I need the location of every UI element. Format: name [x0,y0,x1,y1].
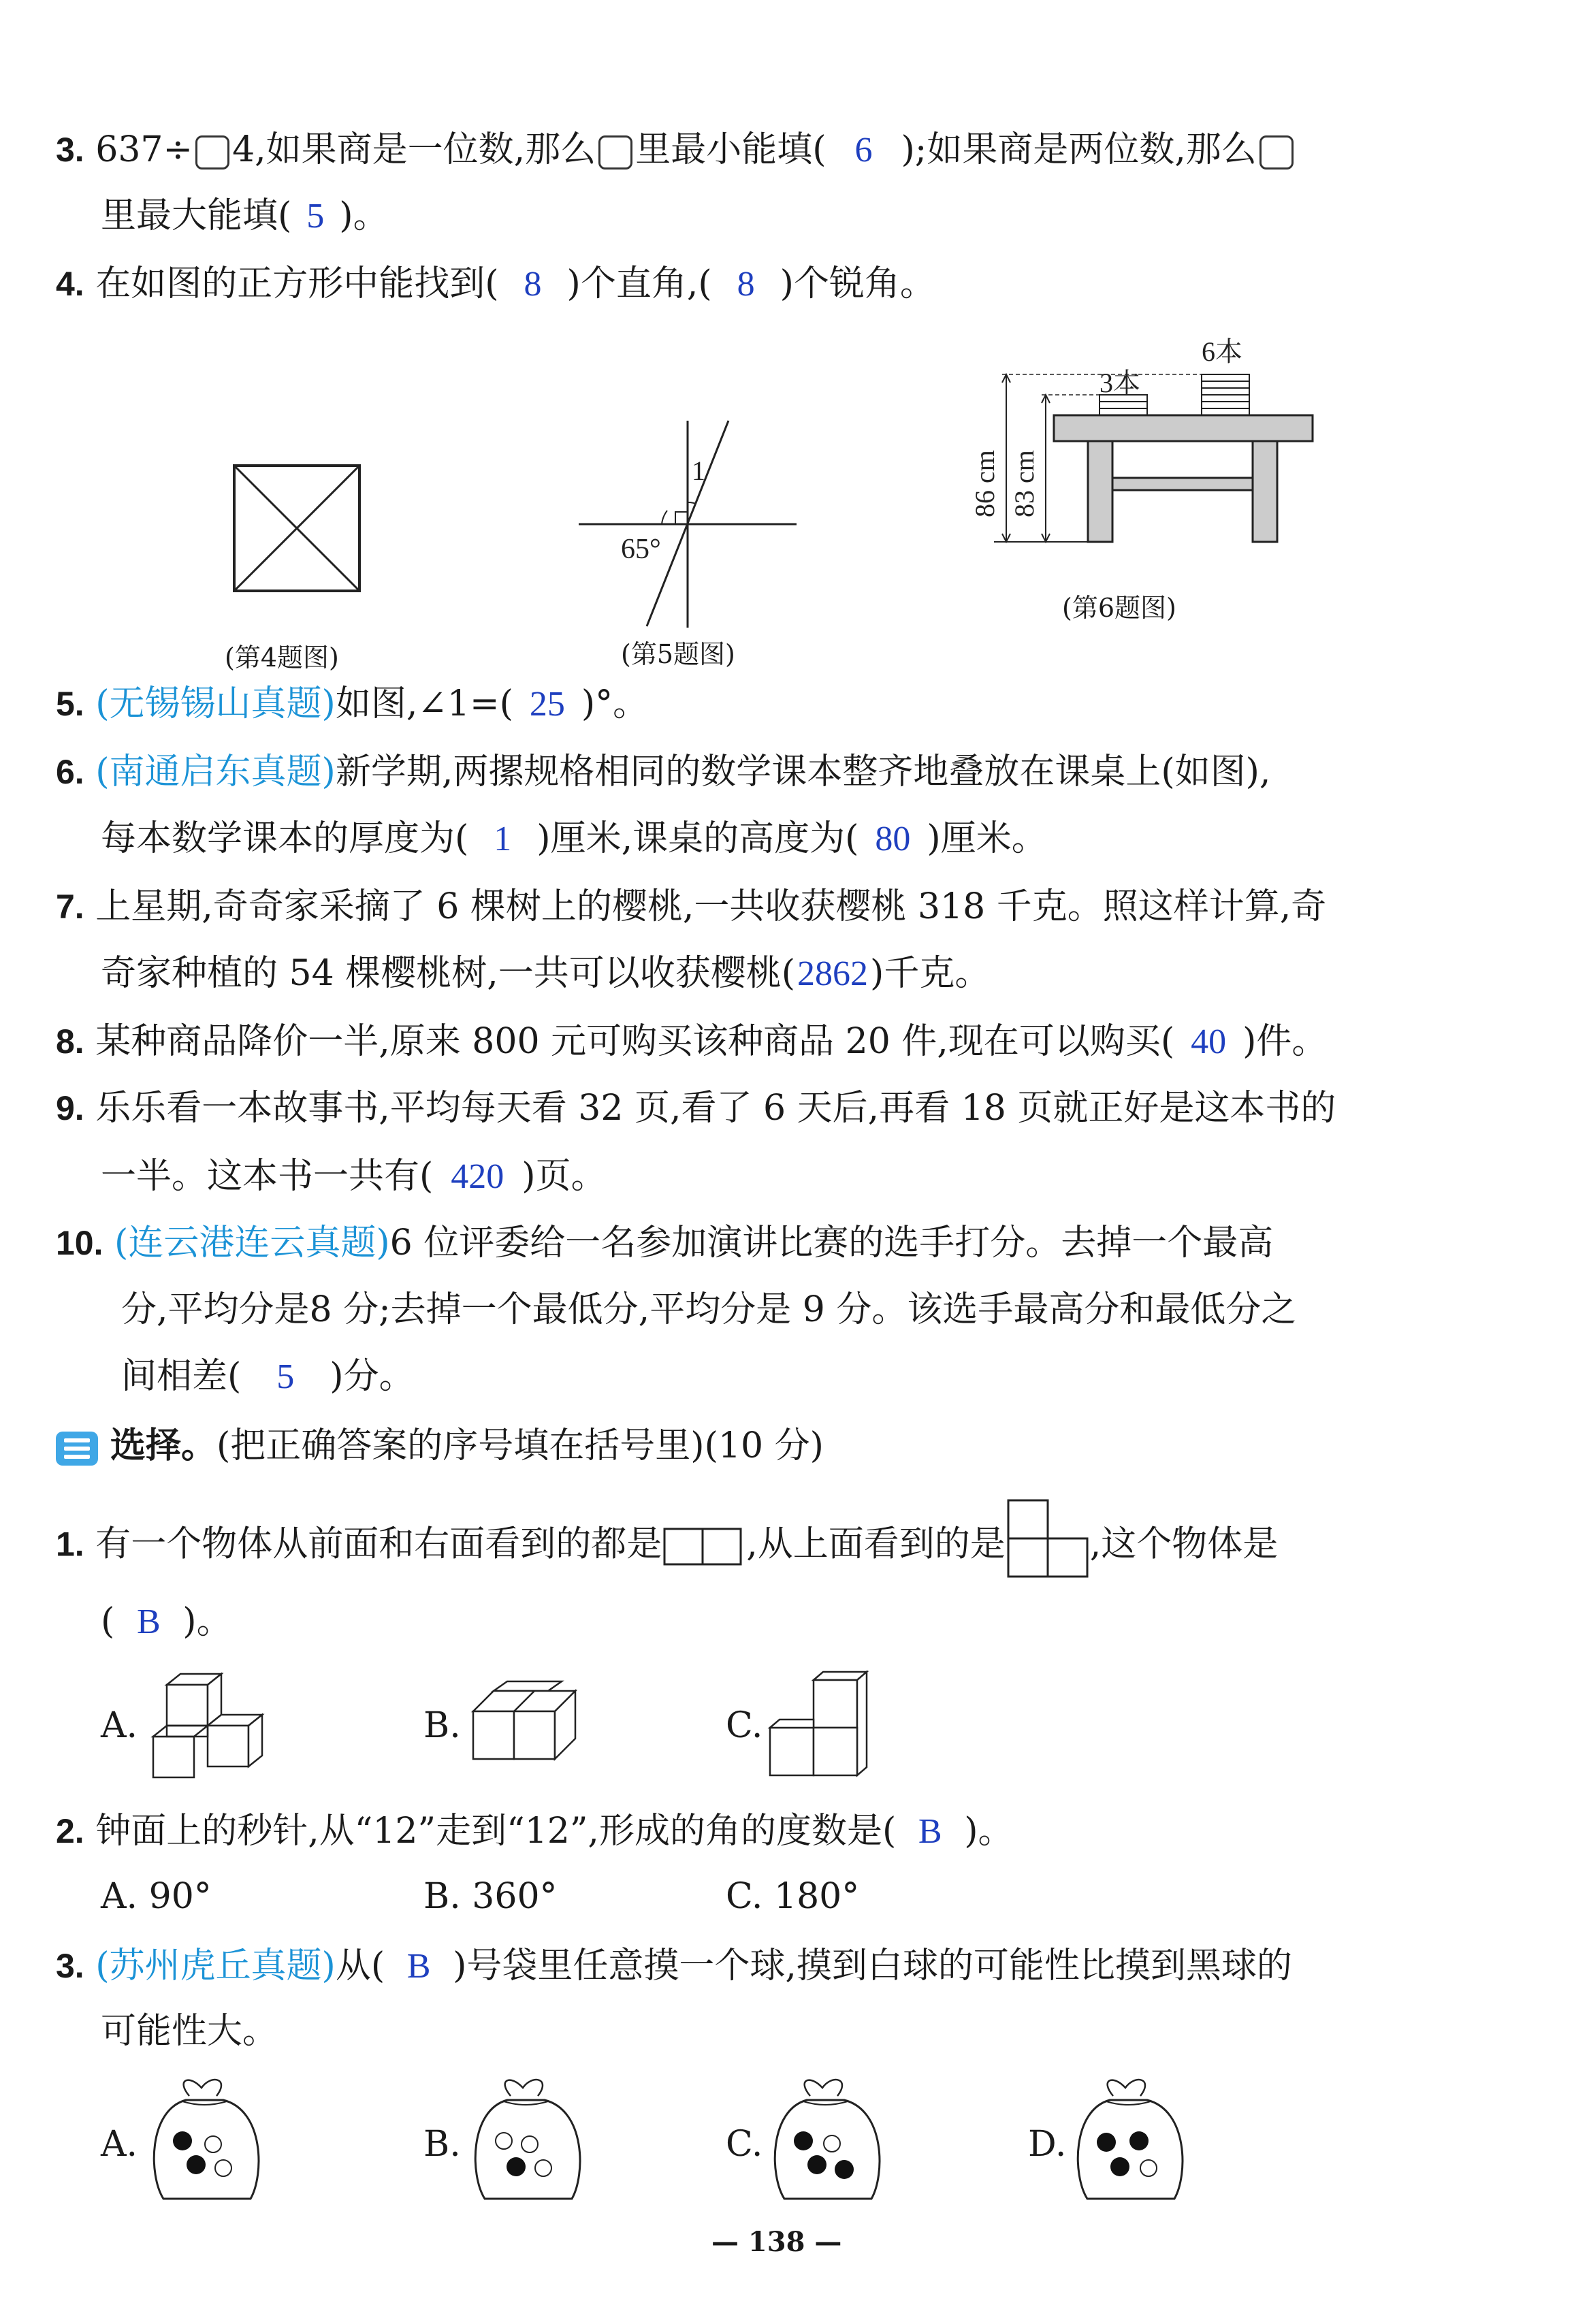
bag-d-label: D. [1028,2124,1067,2165]
answer: 8 [524,265,542,304]
answer: B [136,1602,161,1641]
figure-6-caption: (第6题图) [1062,593,1176,623]
angle-1-label: 1 [692,455,705,486]
label-83cm: 83 cm [1009,450,1040,517]
figure-5-angles [572,415,803,633]
q3-line1: 3. 637÷ 4,如果商是一位数,那么 里最小能填( 6 );如果商是两位数,那么 [56,128,1296,172]
figure-6-desk [953,320,1321,565]
answer: 25 [529,685,565,724]
option-a-label: A. [101,1705,138,1746]
section-3-icon [56,1432,98,1466]
source-tag: (连云港连云真题) [114,1223,390,1263]
figure-4-square [231,463,368,599]
answer: B [918,1812,942,1851]
q7-line2: 奇家种植的 54 棵樱桃树,一共可以收获樱桃(2862)千克。 [101,952,990,996]
q3-line2: 里最大能填( 5 )。 [101,194,389,238]
answer: 8 [737,265,755,304]
top-view-icon [1006,1498,1090,1582]
bag-d [1072,2073,1188,2209]
bag-c [769,2073,885,2209]
label-6-books: 6本 [1202,336,1242,367]
answer: 5 [306,197,325,236]
s3-q1-line1: 1. 有一个物体从前面和右面看到的都是 ,从上面看到的是 ,这个物体是 [56,1511,1278,1582]
page-number: — 138 — [711,2226,842,2258]
blank-box [195,135,229,170]
answer: 80 [875,820,911,858]
answer: 2862 [797,954,869,993]
q8-line: 8. 某种商品降价一半,原来 800 元可购买该种商品 20 件,现在可以购买( 40 )件。 [56,1020,1327,1064]
answer: 6 [854,131,873,170]
answer: 40 [1191,1022,1227,1061]
answer: 420 [451,1157,504,1196]
bag-a-label: A. [101,2124,138,2165]
q5-line: 5. (无锡锡山真题)如图,∠1=( 25 )°。 [56,682,648,726]
s3-q2-line: 2. 钟面上的秒针,从“12”走到“12”,形成的角的度数是( B )。 [56,1809,1014,1854]
q10-line2: 分,平均分是8 分;去掉一个最低分,平均分是 9 分。该选手最高分和最低分之 [121,1289,1297,1330]
bag-a [148,2073,264,2209]
two-square-view-icon [662,1525,746,1568]
bag-b [470,2073,585,2209]
figure-4-caption: (第4题图) [225,643,339,673]
q6-line1: 6. (南通启东真题)新学期,两摞规格相同的数学课本整齐地叠放在课桌上(如图), [56,752,1271,792]
s3-q1-line2: ( B )。 [101,1600,232,1644]
bag-b-label: B. [423,2124,461,2165]
s3-q2-option-a: A. 90° [101,1876,212,1917]
q6-line2: 每本数学课本的厚度为( 1 )厘米,课桌的高度为( 80 )厘米。 [101,817,1047,861]
source-tag: (南通启东真题) [95,752,336,792]
blank-box [1259,135,1294,170]
answer: B [406,1947,431,1986]
option-a-cubes [146,1671,269,1780]
s3-q2-option-c: C. 180° [726,1876,860,1917]
source-tag: (苏州虎丘真题) [95,1946,336,1986]
q9-line2: 一半。这本书一共有( 420 )页。 [101,1155,607,1199]
q3-number: 3. [56,131,84,169]
option-c-label: C. [726,1705,763,1746]
option-c-cubes [766,1668,882,1784]
label-3-books: 3本 [1100,368,1140,398]
label-86cm: 86 cm [969,450,1000,517]
angle-65-label: 65° [621,534,661,565]
s3-q3-line2: 可能性大。 [101,2011,278,2052]
source-tag: (无锡锡山真题) [95,683,336,724]
option-b-cubes [466,1681,582,1777]
section-3-heading: 选择。(把正确答案的序号填在括号里)(10 分) [56,1424,824,1468]
q10-line3: 间相差( 5 )分。 [121,1355,415,1399]
q7-line1: 7. 上星期,奇奇家采摘了 6 棵树上的樱桃,一共收获樱桃 318 千克。照这样计算,奇 [56,886,1327,927]
figure-5-caption: (第5题图) [621,639,735,669]
s3-q3-line1: 3. (苏州虎丘真题)从( B )号袋里任意摸一个球,摸到白球的可能性比摸到黑球的 [56,1944,1292,1988]
s3-q2-option-b: B. 360° [423,1876,558,1917]
q9-line1: 9. 乐乐看一本故事书,平均每天看 32 页,看了 6 天后,再看 18 页就正好是这本书的 [56,1088,1336,1129]
q10-line1: 10. (连云港连云真题)6 位评委给一名参加演讲比赛的选手打分。去掉一个最高 [56,1223,1274,1263]
option-b-label: B. [423,1705,461,1746]
q4-line: 4. 在如图的正方形中能找到( 8 )个直角,( 8 )个锐角。 [56,262,935,306]
blank-box [598,135,632,170]
answer: 1 [494,820,512,858]
bag-c-label: C. [726,2124,763,2165]
answer: 5 [276,1357,295,1396]
